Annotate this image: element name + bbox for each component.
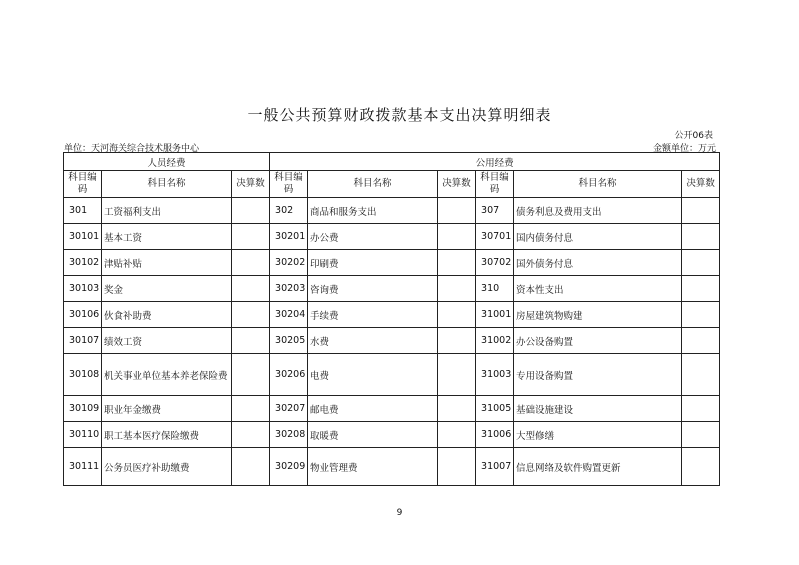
amount-value: [438, 328, 476, 354]
col-name: 科目名称: [308, 171, 438, 198]
amount-value: [438, 302, 476, 328]
amount-value: [232, 354, 270, 396]
subject-name: 资本性支出: [514, 276, 682, 302]
amount-value: [438, 224, 476, 250]
col-code: 科目编码: [270, 171, 308, 198]
amount-value: [682, 422, 720, 448]
subject-code: 30106: [64, 302, 102, 328]
subject-name: 电费: [308, 354, 438, 396]
subject-name: 机关事业单位基本养老保险费: [102, 354, 232, 396]
reporting-unit: 单位：天河海关综合技术服务中心: [64, 144, 200, 154]
subject-name: 水费: [308, 328, 438, 354]
subject-code: 30209: [270, 448, 308, 486]
subject-code: 31003: [476, 354, 514, 396]
subject-code: 30203: [270, 276, 308, 302]
subject-name: 津贴补贴: [102, 250, 232, 276]
group-personnel: 人员经费: [64, 153, 270, 171]
amount-value: [682, 396, 720, 422]
subject-name: 办公设备购置: [514, 328, 682, 354]
col-amount: 决算数: [682, 171, 720, 198]
col-name: 科目名称: [514, 171, 682, 198]
amount-value: [438, 198, 476, 224]
subject-name: 取暖费: [308, 422, 438, 448]
subject-code: 301: [64, 198, 102, 224]
col-amount: 决算数: [232, 171, 270, 198]
subject-name: 物业管理费: [308, 448, 438, 486]
subject-name: 专用设备购置: [514, 354, 682, 396]
col-code: 科目编码: [476, 171, 514, 198]
subject-code: 307: [476, 198, 514, 224]
amount-value: [682, 224, 720, 250]
amount-value: [232, 224, 270, 250]
subject-code: 30202: [270, 250, 308, 276]
table-row: [64, 354, 720, 396]
amount-value: [682, 448, 720, 486]
subject-code: 30702: [476, 250, 514, 276]
subject-name: 大型修缮: [514, 422, 682, 448]
page-title: 一般公共预算财政拨款基本支出决算明细表: [247, 106, 552, 124]
amount-value: [232, 396, 270, 422]
amount-value: [682, 276, 720, 302]
col-amount: 决算数: [438, 171, 476, 198]
subject-code: 30109: [64, 396, 102, 422]
subject-code: 31001: [476, 302, 514, 328]
subject-code: 30201: [270, 224, 308, 250]
subject-code: 302: [270, 198, 308, 224]
table-row: [64, 396, 720, 422]
detail-table: [63, 152, 720, 486]
subject-name: 商品和服务支出: [308, 198, 438, 224]
subject-code: 30701: [476, 224, 514, 250]
amount-value: [438, 396, 476, 422]
subject-name: 信息网络及软件购置更新: [514, 448, 682, 486]
amount-value: [232, 198, 270, 224]
table-row: [64, 422, 720, 448]
subject-code: 30103: [64, 276, 102, 302]
table-row: [64, 250, 720, 276]
subject-name: 工资福利支出: [102, 198, 232, 224]
table-row: [64, 276, 720, 302]
subject-name: 基本工资: [102, 224, 232, 250]
subject-code: 30207: [270, 396, 308, 422]
subject-code: 31005: [476, 396, 514, 422]
table-row: [64, 302, 720, 328]
subject-name: 房屋建筑物购建: [514, 302, 682, 328]
subject-name: 印刷费: [308, 250, 438, 276]
subject-code: 30102: [64, 250, 102, 276]
subject-code: 30205: [270, 328, 308, 354]
amount-value: [682, 328, 720, 354]
subject-name: 债务利息及费用支出: [514, 198, 682, 224]
subject-code: 30110: [64, 422, 102, 448]
amount-value: [232, 422, 270, 448]
subject-code: 31006: [476, 422, 514, 448]
amount-unit: 金额单位：万元: [652, 144, 716, 154]
table-row: [64, 198, 720, 224]
subject-name: 职业年金缴费: [102, 396, 232, 422]
table-row: [64, 328, 720, 354]
subject-name: 咨询费: [308, 276, 438, 302]
amount-value: [232, 448, 270, 486]
subject-name: 办公费: [308, 224, 438, 250]
subject-name: 基础设施建设: [514, 396, 682, 422]
subject-name: 绩效工资: [102, 328, 232, 354]
subject-name: 手续费: [308, 302, 438, 328]
amount-value: [682, 354, 720, 396]
subject-name: 国内债务付息: [514, 224, 682, 250]
column-header-row: [64, 171, 720, 198]
table-row: [64, 448, 720, 486]
subject-name: 国外债务付息: [514, 250, 682, 276]
subject-code: 30208: [270, 422, 308, 448]
group-public: 公用经费: [270, 153, 720, 171]
subject-code: 30111: [64, 448, 102, 486]
amount-value: [438, 354, 476, 396]
amount-value: [232, 276, 270, 302]
subject-code: 30204: [270, 302, 308, 328]
amount-value: [438, 250, 476, 276]
amount-value: [232, 328, 270, 354]
col-name: 科目名称: [102, 171, 232, 198]
subject-code: 31002: [476, 328, 514, 354]
page-number: 9: [396, 508, 403, 518]
amount-value: [232, 302, 270, 328]
table-row: [64, 224, 720, 250]
subject-code: 30107: [64, 328, 102, 354]
amount-value: [682, 250, 720, 276]
amount-value: [232, 250, 270, 276]
col-code: 科目编码: [64, 171, 102, 198]
amount-value: [438, 276, 476, 302]
subject-name: 邮电费: [308, 396, 438, 422]
subject-code: 30206: [270, 354, 308, 396]
subject-name: 伙食补助费: [102, 302, 232, 328]
subject-code: 30101: [64, 224, 102, 250]
subject-name: 职工基本医疗保险缴费: [102, 422, 232, 448]
subject-name: 公务员医疗补助缴费: [102, 448, 232, 486]
group-header-row: [64, 153, 720, 171]
subject-name: 奖金: [102, 276, 232, 302]
subject-code: 31007: [476, 448, 514, 486]
amount-value: [438, 448, 476, 486]
subject-code: 30108: [64, 354, 102, 396]
subject-code: 310: [476, 276, 514, 302]
amount-value: [682, 302, 720, 328]
amount-value: [438, 422, 476, 448]
amount-value: [682, 198, 720, 224]
form-number: 公开06表: [674, 131, 713, 141]
